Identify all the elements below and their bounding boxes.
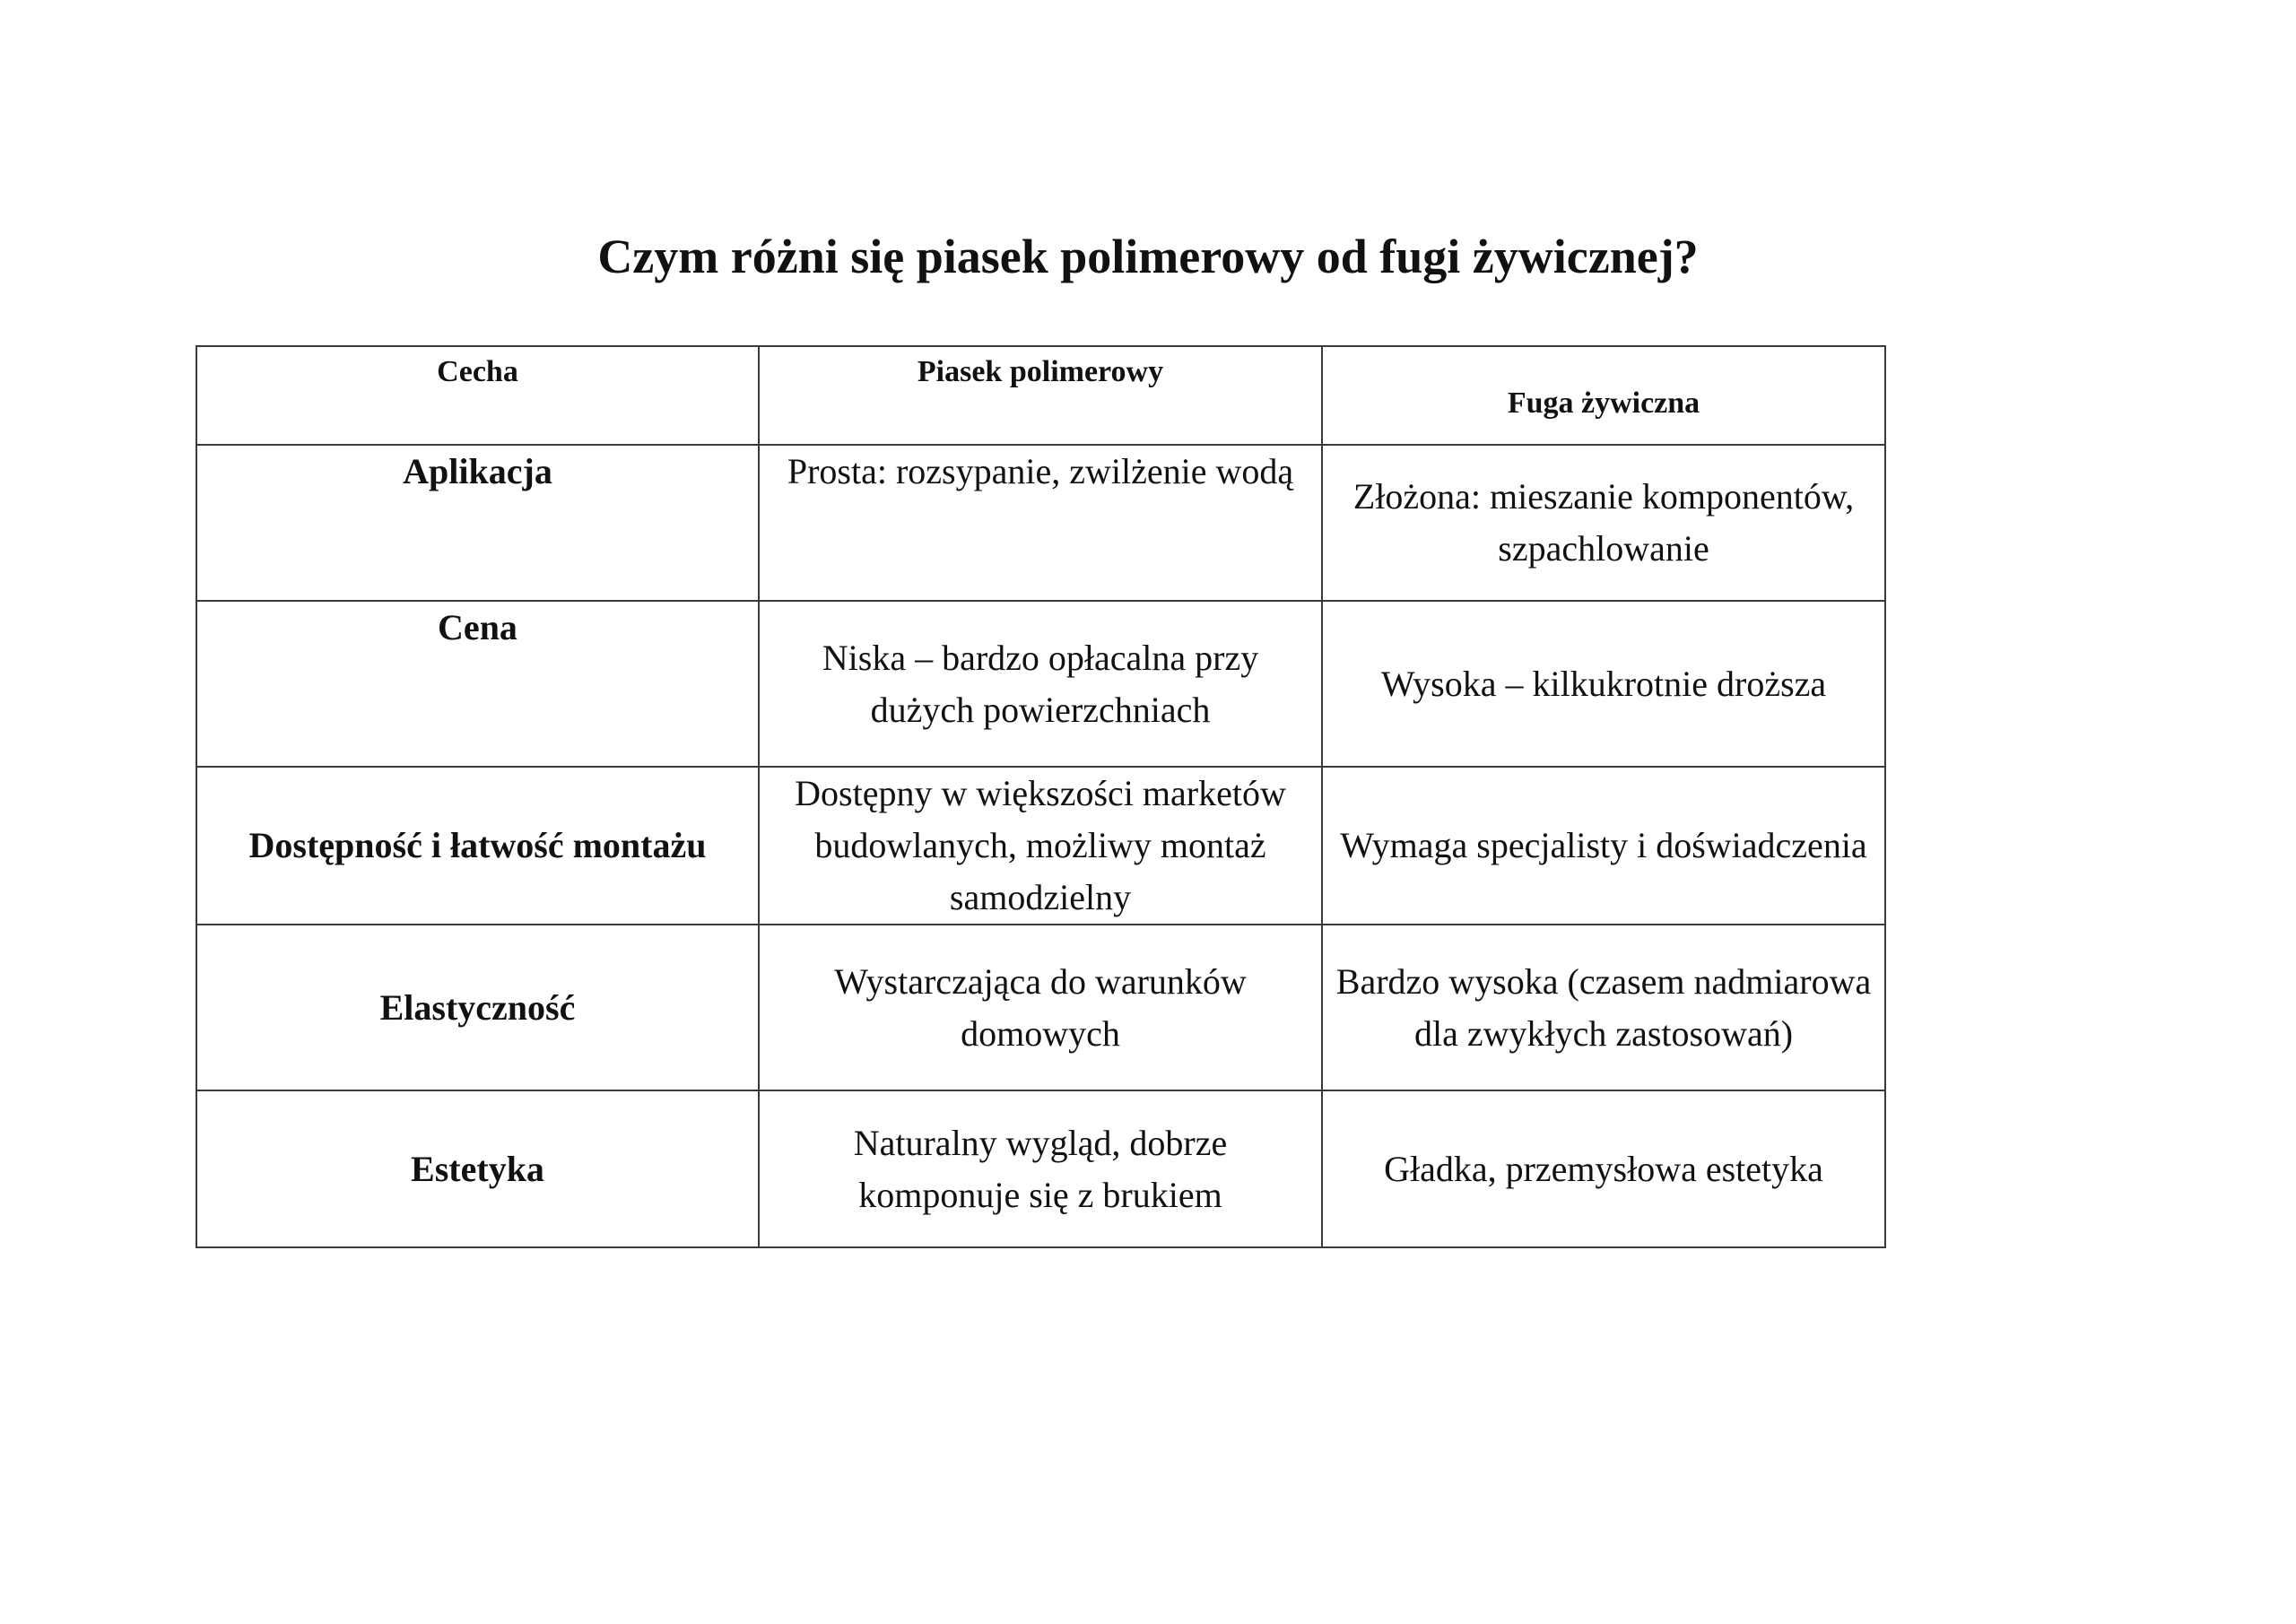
table-row <box>196 601 1885 767</box>
feature-cell: Elastyczność <box>196 925 759 1090</box>
header-resin-grout: Fuga żywiczna <box>1322 346 1885 445</box>
table-header-row <box>196 346 1885 445</box>
polymer-sand-cell: Dostępny w większości marketów budowlanych, możliwy montaż samodzielny <box>759 767 1322 925</box>
table-row <box>196 1090 1885 1247</box>
document-title: Czym różni się piasek polimerowy od fugi żywicznej? <box>597 230 1699 284</box>
comparison-table <box>196 345 1886 1248</box>
resin-grout-cell: Bardzo wysoka (czasem nadmiarowa dla zwykłych zastosowań) <box>1322 925 1885 1090</box>
polymer-sand-cell: Niska – bardzo opłacalna przy dużych powierzchniach <box>759 601 1322 767</box>
resin-grout-cell: Złożona: mieszanie komponentów, szpachlowanie <box>1322 445 1885 601</box>
polymer-sand-cell: Naturalny wygląd, dobrze komponuje się z brukiem <box>759 1090 1322 1247</box>
feature-cell: Estetyka <box>196 1090 759 1247</box>
header-feature: Cecha <box>196 346 759 445</box>
resin-grout-cell: Gładka, przemysłowa estetyka <box>1322 1090 1885 1247</box>
resin-grout-cell: Wymaga specjalisty i doświadczenia <box>1322 767 1885 925</box>
polymer-sand-cell: Wystarczająca do warunków domowych <box>759 925 1322 1090</box>
table-row <box>196 445 1885 601</box>
polymer-sand-cell: Prosta: rozsypanie, zwilżenie wodą <box>759 445 1322 601</box>
table-row <box>196 767 1885 925</box>
feature-cell: Dostępność i łatwość montażu <box>196 767 759 925</box>
table-row <box>196 925 1885 1090</box>
header-polymer-sand: Piasek polimerowy <box>759 346 1322 445</box>
feature-cell: Aplikacja <box>196 445 759 601</box>
resin-grout-cell: Wysoka – kilkukrotnie droższa <box>1322 601 1885 767</box>
feature-cell: Cena <box>196 601 759 767</box>
